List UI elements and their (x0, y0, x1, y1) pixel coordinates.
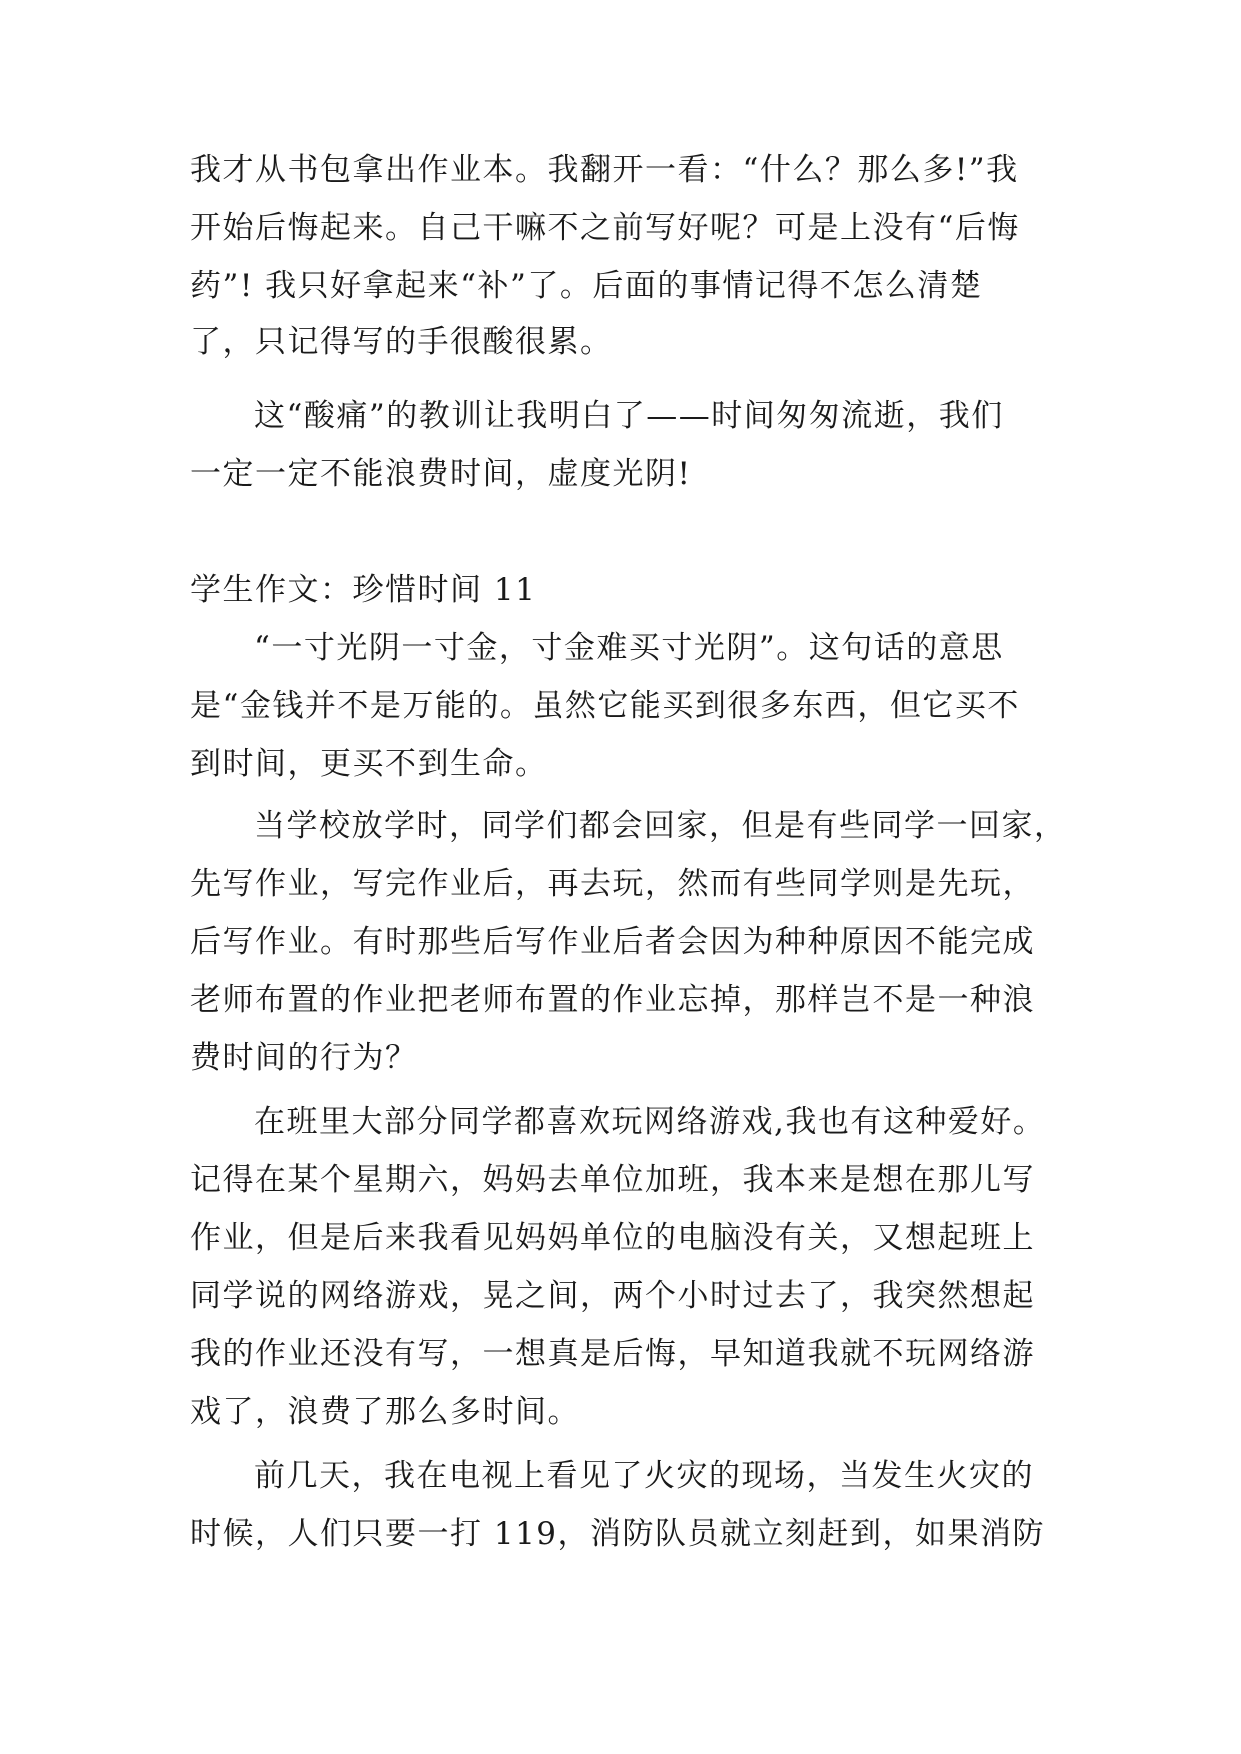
text-line: 前几天，我在电视上看见了火灾的现场，当发生火灾的 (254, 1458, 1034, 1494)
text-line: 戏了，浪费了那么多时间。 (190, 1394, 580, 1430)
text-line: 同学说的网络游戏，晃之间，两个小时过去了，我突然想起 (190, 1278, 1035, 1314)
text-line: 是“金钱并不是万能的。虽然它能买到很多东西，但它买不 (190, 688, 1020, 724)
text-line: 到时间，更买不到生命。 (190, 746, 548, 782)
text-line: 在班里大部分同学都喜欢玩网络游戏,我也有这种爱好。 (254, 1104, 1046, 1140)
text-line: 老师布置的作业把老师布置的作业忘掉，那样岂不是一种浪 (190, 982, 1035, 1018)
essay-title: 学生作文：珍惜时间 11 (190, 572, 537, 608)
text-line: 记得在某个星期六，妈妈去单位加班，我本来是想在那儿写 (190, 1162, 1035, 1198)
text-line: 我的作业还没有写，一想真是后悔，早知道我就不玩网络游 (190, 1336, 1035, 1372)
text-line: 开始后悔起来。自己干嘛不之前写好呢？可是上没有“后悔 (190, 210, 1020, 246)
text-line: 了，只记得写的手很酸很累。 (190, 324, 613, 360)
text-line: 这“酸痛”的教训让我明白了——时间匆匆流逝，我们 (254, 398, 1004, 434)
text-line: 费时间的行为？ (190, 1040, 418, 1076)
text-line: 我才从书包拿出作业本。我翻开一看：“什么？那么多!”我 (190, 152, 1019, 188)
text-line: 药”! 我只好拿起来“补”了。后面的事情记得不怎么清楚 (190, 268, 983, 304)
text-line: 作业，但是后来我看见妈妈单位的电脑没有关，又想起班上 (190, 1220, 1035, 1256)
text-line: 先写作业，写完作业后，再去玩，然而有些同学则是先玩， (190, 866, 1035, 902)
text-line: 后写作业。有时那些后写作业后者会因为种种原因不能完成 (190, 924, 1035, 960)
text-line: “一寸光阴一寸金，寸金难买寸光阴”。这句话的意思 (254, 630, 1004, 666)
text-line: 当学校放学时，同学们都会回家，但是有些同学一回家， (254, 808, 1067, 844)
text-line: 时候，人们只要一打 119，消防队员就立刻赶到，如果消防 (190, 1516, 1046, 1552)
text-line: 一定一定不能浪费时间，虚度光阴! (190, 456, 692, 492)
